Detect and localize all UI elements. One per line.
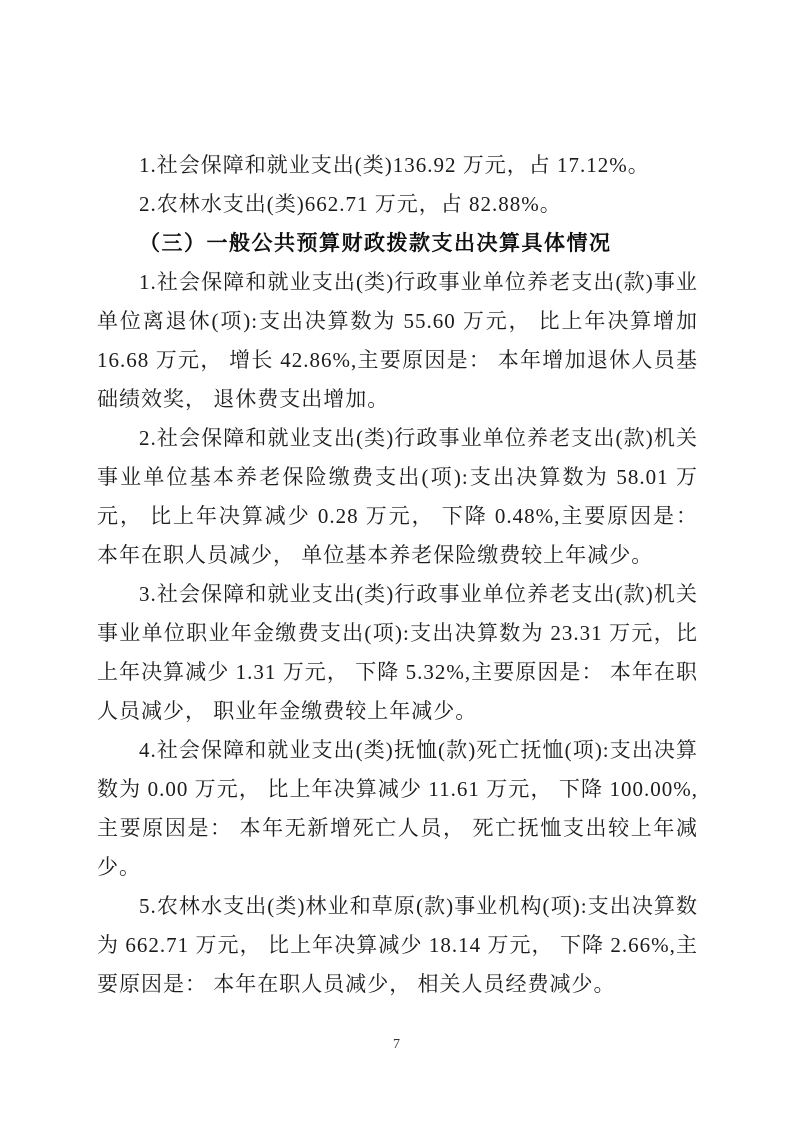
page-number: 7 (393, 1037, 400, 1052)
document-body (97, 146, 698, 1004)
paragraph-occupational-annuity: 3.社会保障和就业支出(类)行政事业单位养老支出(款)机关事业单位职业年金缴费支出(项):支出决算数为 23.31 万元，比上年决算减少 1.31 万元， 下降 5.32%,主要原因是： 本年在职人员减少， 职业年金缴费较上年减少。 (97, 582, 698, 723)
paragraph-forestry-grassland: 5.农林水支出(类)林业和草原(款)事业机构(项):支出决算数为 662.71 万元， 比上年决算减少 18.14 万元， 下降 2.66%,主要原因是： 本年在职人员减少， 相关人员经费减少。 (97, 894, 698, 996)
paragraph-pension-retiree: 1.社会保障和就业支出(类)行政事业单位养老支出(款)事业单位离退休(项):支出决算数为 55.60 万元， 比上年决算增加 16.68 万元， 增长 42.86%,主要原因是： 本年增加退休人员基础绩效奖， 退休费支出增加。 (97, 270, 698, 411)
paragraph-death-benefit: 4.社会保障和就业支出(类)抚恤(款)死亡抚恤(项):支出决算数为 0.00 万元， 比上年决算减少 11.61 万元， 下降 100.00%,主要原因是： 本年无新增死亡人员， 死亡抚恤支出较上年减少。 (97, 738, 698, 879)
summary-item-social-security: 1.社会保障和就业支出(类)136.92 万元，占 17.12%。 (139, 153, 650, 177)
summary-item-agriculture: 2.农林水支出(类)662.71 万元，占 82.88%。 (139, 192, 562, 216)
paragraph-basic-pension-contribution: 2.社会保障和就业支出(类)行政事业单位养老支出(款)机关事业单位基本养老保险缴费支出(项):支出决算数为 58.01 万元， 比上年决算减少 0.28 万元， 下降 0.48%,主要原因是： 本年在职人员减少， 单位基本养老保险缴费较上年减少。 (97, 426, 698, 567)
section-heading: （三）一般公共预算财政拨款支出决算具体情况 (139, 231, 612, 255)
